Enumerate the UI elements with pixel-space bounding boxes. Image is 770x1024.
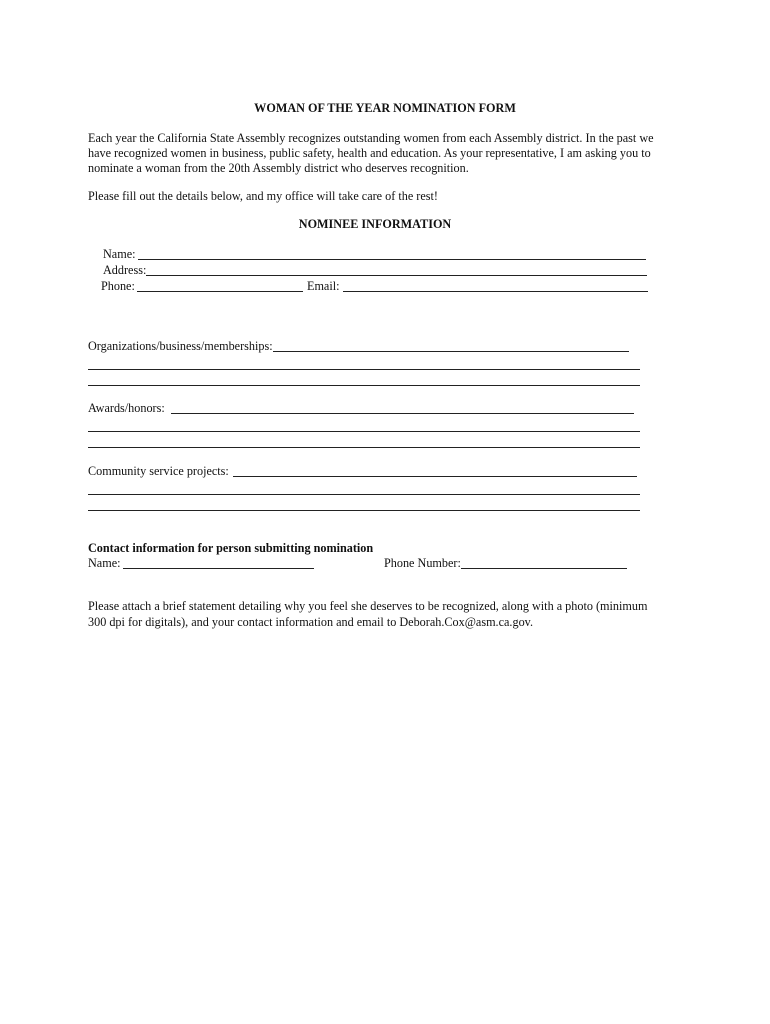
nominee-phone-label: Phone: [101, 279, 135, 293]
nominee-name-field[interactable] [138, 259, 646, 260]
organizations-row [0, 339, 770, 354]
contact-section-heading: Contact information for person submitting nomination [88, 541, 374, 555]
nominee-name-row [0, 247, 770, 262]
organizations-line-2[interactable] [88, 369, 640, 370]
awards-line-2[interactable] [88, 431, 640, 432]
nominee-section-heading: NOMINEE INFORMATION [298, 217, 452, 231]
closing-line-2: 300 dpi for digitals), and your contact information and email to Deborah.Cox@asm.ca.gov. [88, 615, 534, 629]
form-title: WOMAN OF THE YEAR NOMINATION FORM [254, 101, 516, 115]
nominee-address-label: Address: [103, 263, 147, 277]
organizations-line-3[interactable] [88, 385, 640, 386]
nominee-address-row [0, 263, 770, 278]
instruction-text: Please fill out the details below, and my office will take care of the rest! [88, 189, 438, 203]
contact-row [0, 556, 770, 571]
intro-line-3: nominate a woman from the 20th Assembly district who deserves recognition. [88, 161, 469, 175]
community-label: Community service projects: [88, 464, 229, 478]
nominee-email-field[interactable] [343, 291, 648, 292]
intro-line-2: have recognized women in business, public safety, health and education. As your representative, I am asking you to [88, 146, 651, 160]
contact-phone-field[interactable] [461, 568, 627, 569]
nominee-phone-field[interactable] [137, 291, 303, 292]
awards-line-3[interactable] [88, 447, 640, 448]
contact-name-label: Name: [88, 556, 121, 570]
nominee-name-label: Name: [103, 247, 136, 261]
community-line-3[interactable] [88, 510, 640, 511]
community-line-2[interactable] [88, 494, 640, 495]
awards-row [0, 401, 770, 416]
community-field[interactable] [233, 476, 637, 477]
organizations-label: Organizations/business/memberships: [88, 339, 273, 353]
awards-label: Awards/honors: [88, 401, 165, 415]
organizations-field[interactable] [273, 351, 629, 352]
nominee-phone-email-row [0, 279, 770, 294]
closing-line-1: Please attach a brief statement detailing why you feel she deserves to be recognized, along with a photo (minimum [88, 599, 648, 613]
contact-phone-label: Phone Number: [384, 556, 461, 570]
community-row [0, 464, 770, 479]
contact-name-field[interactable] [123, 568, 314, 569]
awards-field[interactable] [171, 413, 634, 414]
intro-line-1: Each year the California State Assembly recognizes outstanding women from each Assembly district. In the past we [88, 131, 654, 145]
nominee-email-label: Email: [307, 279, 340, 293]
nominee-address-field[interactable] [146, 275, 647, 276]
